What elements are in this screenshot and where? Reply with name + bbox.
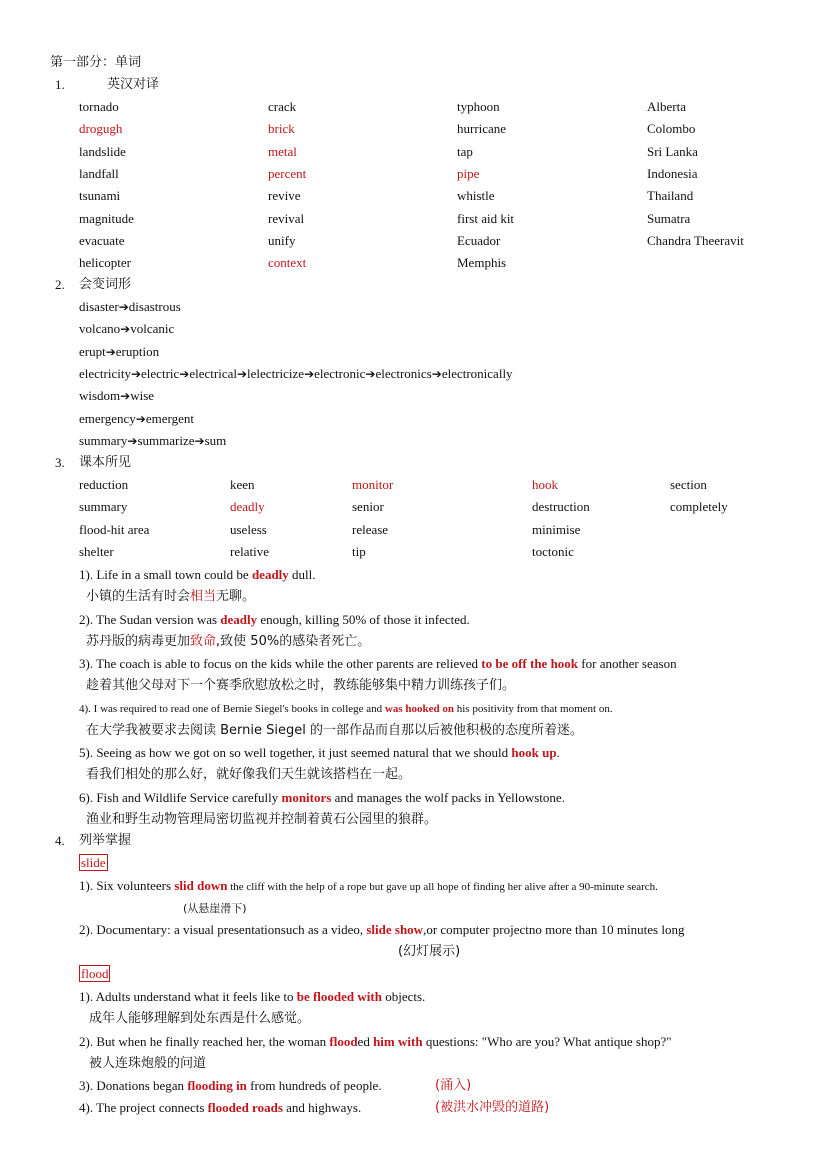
vocab-word: pipe [457,166,480,181]
word-form: summarize [137,433,195,448]
vocab-word: first aid kit [457,211,515,226]
vocab-word: Alberta [647,99,686,114]
vocab-word: revival [268,211,305,226]
text: the cliff with the help of a rope but gave up all hope of finding her alive after a 90-minute search. [227,881,658,893]
text: 2). Documentary: a visual presentationsuch as a video, [79,922,367,937]
section1-number: 1. [55,77,65,92]
text: . [556,745,560,760]
example-sentence-cn [86,678,515,694]
slide-sentence-2 [79,922,684,938]
vocab-word: Ecuador [457,233,501,248]
text: 6). Fish and Wildlife Service carefully [79,790,282,805]
keyword: flood [329,1034,358,1049]
arrow-right-icon: ➔ [120,322,131,336]
text: objects. [381,989,426,1004]
vocab-word: landslide [79,144,126,159]
vocab-word: relative [230,544,269,559]
keyword: deadly [220,612,258,627]
keyword: hook up [511,745,557,760]
word-form-chain [79,344,159,360]
flood-sentence-1 [79,989,425,1005]
keyword: 致命 [190,634,217,649]
word-form: eruption [115,344,160,359]
vocab-word: flood-hit area [79,522,150,537]
word-form: wisdom [79,388,121,403]
vocab-word: evacuate [79,233,125,248]
arrow-right-icon: ➔ [118,300,129,314]
example-sentence-cn [86,812,437,828]
vocab-word: senior [352,499,384,514]
keyword: be flooded with [296,989,382,1004]
keyword: was hooked on [384,703,454,715]
vocab-word: magnitude [79,211,134,226]
vocab-word: Sri Lanka [647,144,698,159]
arrow-right-icon: ➔ [135,412,146,426]
arrow-right-icon: ➔ [304,367,315,381]
arrow-right-icon: ➔ [120,389,131,403]
vocab-word: drogugh [79,121,123,136]
word-form: electronics [375,366,432,381]
word-form: electrical [189,366,237,381]
vocab-word: Chandra Theeravit [647,233,744,248]
vocab-word: keen [230,477,255,492]
flood-sentence-3-note: (涌入) [435,1078,472,1093]
text: ,or computer projectno more than 10 minutes long [423,922,685,937]
word-form: erupt [79,344,106,359]
text: his positivity from that moment on. [454,703,613,715]
text: for another season [578,656,677,671]
word-form-chain [79,299,181,315]
keyword: slide show [366,922,424,937]
vocab-word: unify [268,233,296,248]
example-sentence-cn [86,634,370,650]
vocab-word: Sumatra [647,211,691,226]
keyword: him with [373,1034,423,1049]
vocab-word: revive [268,188,301,203]
text: and manages the wolf packs in Yellowstone. [331,790,565,805]
text: 小镇的生活有时会 [86,589,191,604]
flood-sentence-4 [79,1100,361,1116]
example-sentence-en [79,701,613,717]
vocab-word: completely [670,499,728,514]
vocab-word: percent [268,166,307,181]
section1-title: 英汉对译 [107,77,160,92]
vocab-word: Thailand [647,188,694,203]
slide-sentence-1-note: (从悬崖滑下) [183,902,247,915]
text: 在大学我被要求去阅读 Bernie Siegel 的一部作品而自那以后被他积极的态度所着迷。 [86,723,584,738]
flood-label: flood [81,966,109,981]
arrow-right-icon: ➔ [179,367,190,381]
text: questions: "Who are you? What antique shop?" [422,1034,672,1049]
word-form: electronic [314,366,366,381]
section4-number: 4. [55,833,65,848]
text: 3). The coach is able to focus on the kids while the other parents are relieved [79,656,482,671]
vocab-word: brick [268,121,295,136]
word-form: volcano [79,321,121,336]
word-form-chain [79,366,513,382]
text: 渔业和野生动物管理局密切监视并控制着黄石公园里的狼群。 [86,812,438,827]
section3-number: 3. [55,455,65,470]
vocab-word: typhoon [457,99,500,114]
keyword: monitors [281,790,332,805]
vocab-word: landfall [79,166,119,181]
text: 3). Donations began [79,1078,188,1093]
flood-sentence-2 [79,1034,672,1050]
example-sentence-en [79,567,316,583]
arrow-right-icon: ➔ [431,367,442,381]
text: 5). Seeing as how we got on so well together, it just seemed natural that we should [79,745,512,760]
vocab-word: tsunami [79,188,121,203]
slide-label: slide [81,855,106,870]
text: 2). But when he finally reached her, the woman [79,1034,330,1049]
arrow-right-icon: ➔ [236,367,248,381]
text: 1). Adults understand what it feels like to [79,989,297,1004]
flood-sentence-1-cn: 成年人能够理解到处东西是什么感觉。 [89,1011,311,1026]
keyword: deadly [251,567,289,582]
text: 1). Life in a small town could be [79,567,252,582]
word-form: lelectricize [247,366,305,381]
vocab-word: metal [268,144,297,159]
vocab-word: toctonic [532,544,574,559]
keyword: slid down [174,878,228,893]
vocab-word: useless [230,522,267,537]
vocab-word: Colombo [647,121,696,136]
text: from hundreds of people. [246,1078,382,1093]
vocab-word: whistle [457,188,495,203]
text: 趁着其他父母对下一个赛季欣慰放松之时，教练能够集中精力训练孩子们。 [86,678,516,693]
arrow-right-icon: ➔ [105,345,116,359]
vocab-word: minimise [532,522,581,537]
section4-title: 列举掌握 [79,833,132,848]
slide-sentence-1 [79,878,658,895]
text: 4). The project connects [79,1100,208,1115]
text: 无聊。 [216,589,256,604]
flood-sentence-2-cn: 被人连珠炮般的问道 [89,1056,207,1071]
keyword: to be off the hook [481,656,579,671]
word-form: electronically [441,366,513,381]
text: ed [357,1034,374,1049]
example-sentence-en [79,790,565,806]
word-form: electricity [79,366,131,381]
arrow-right-icon: ➔ [194,434,205,448]
vocab-word: hurricane [457,121,507,136]
example-sentence-en [79,656,677,672]
word-form-chain [79,433,226,449]
word-form: electric [141,366,180,381]
word-form-chain [79,321,174,337]
keyword: flooded roads [207,1100,283,1115]
word-form: disaster [79,299,119,314]
word-form-chain [79,388,154,404]
text: 4). I was required to read one of Bernie Siegel's books in college and [79,703,385,715]
flood-heading [79,966,110,982]
text: enough, killing 50% of those it infected. [257,612,470,627]
text: 苏丹版的病毒更加 [86,634,191,649]
example-sentence-en [79,612,470,628]
example-sentence-cn [86,723,583,739]
vocab-word: crack [268,99,297,114]
word-form: emergent [145,411,194,426]
section2-title: 会变词形 [79,277,132,292]
vocab-word: tip [352,544,366,559]
vocab-word: shelter [79,544,114,559]
word-form-chain [79,411,194,427]
word-form: wise [130,388,155,403]
vocab-word: monitor [352,477,394,492]
example-sentence-en [79,745,560,761]
word-form: emergency [79,411,136,426]
word-form: volcanic [130,321,175,336]
text: 2). The Sudan version was [79,612,221,627]
text: and highways. [282,1100,362,1115]
vocab-word: summary [79,499,128,514]
section3-title: 课本所见 [79,455,132,470]
vocab-word: context [268,255,307,270]
vocab-word: section [670,477,707,492]
word-form: sum [204,433,227,448]
keyword: flooding in [187,1078,247,1093]
part-title: 第一部分：单词 [50,55,142,70]
vocab-word: hook [532,477,558,492]
vocab-word: deadly [230,499,265,514]
vocab-word: reduction [79,477,129,492]
text: 看我们相处的那么好，就好像我们天生就该搭档在一起。 [86,767,412,782]
text: 1). Six volunteers [79,878,175,893]
vocab-word: tornado [79,99,119,114]
text: dull. [288,567,316,582]
word-form: summary [79,433,128,448]
vocab-word: destruction [532,499,590,514]
flood-sentence-3 [79,1078,382,1094]
text: ,致使 50%的感染者死亡。 [216,634,371,649]
example-sentence-cn [86,767,411,783]
vocab-word: Indonesia [647,166,698,181]
vocab-word: tap [457,144,473,159]
vocab-word: release [352,522,389,537]
arrow-right-icon: ➔ [365,367,376,381]
slide-sentence-2-note: (幻灯展示) [398,944,461,959]
vocab-word: Memphis [457,255,507,270]
flood-sentence-4-note: (被洪水冲毁的道路) [435,1100,550,1115]
section2-number: 2. [55,277,65,292]
keyword: 相当 [190,589,217,604]
arrow-right-icon: ➔ [127,434,138,448]
slide-heading [79,855,108,871]
example-sentence-cn [86,589,255,605]
word-form: disastrous [128,299,181,314]
arrow-right-icon: ➔ [130,367,142,381]
vocab-word: helicopter [79,255,131,270]
